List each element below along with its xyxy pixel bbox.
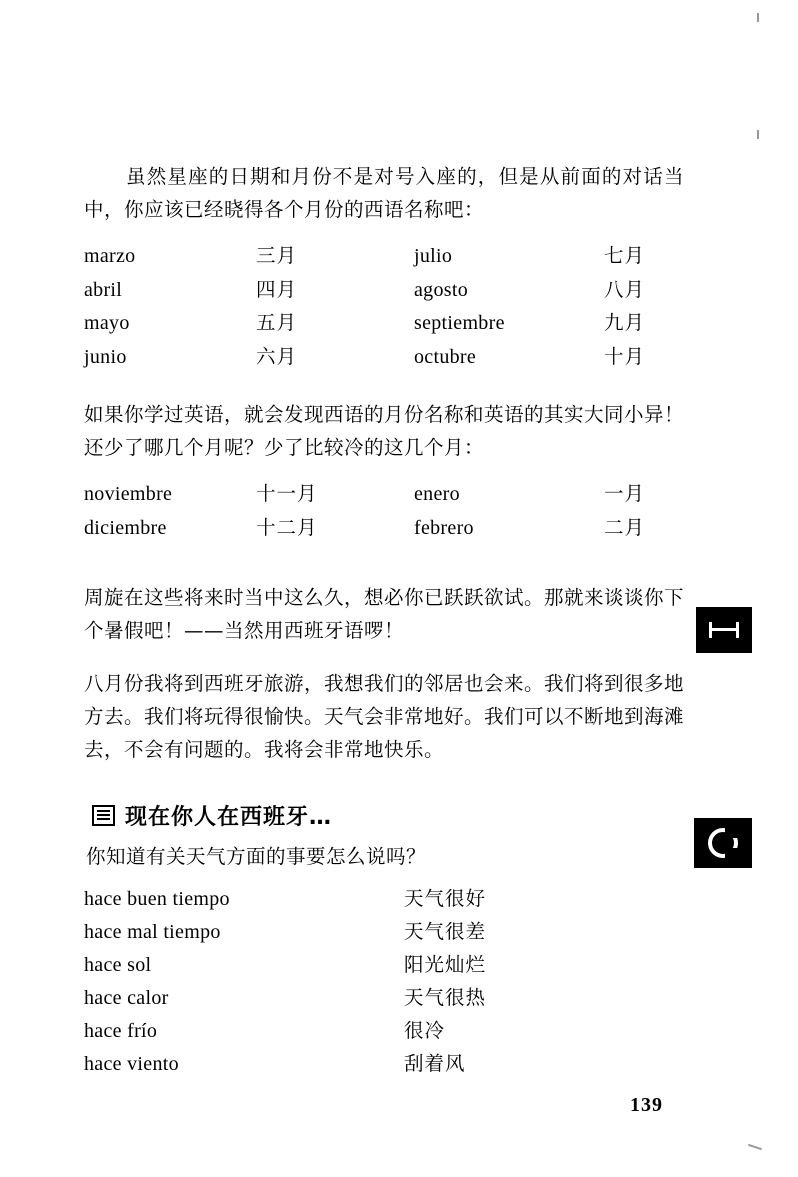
weather-chinese: 天气很热 [404,986,487,1009]
table-row [84,1048,486,1081]
vocab-spanish: diciembre [84,516,167,539]
table-row [84,240,684,274]
crop-mark [757,13,759,22]
vocab-spanish: enero [414,483,460,505]
weather-chinese: 天气很差 [404,920,487,943]
vocab-spanish: octubre [414,345,477,368]
months-table-first [84,240,684,374]
vocab-chinese: 三月 [256,244,298,267]
section-heading [92,800,684,831]
months-table-second [84,478,684,545]
weather-phrases-table [84,883,486,1081]
vocab-spanish: abril [84,278,123,301]
after-months-paragraph: 周旋在这些将来时当中这么久，想必你已跃跃欲试。那就来谈谈你下个暑假吧！——当然用西班牙语啰！ [84,586,685,642]
table-row [84,949,486,982]
vocab-chinese: 五月 [256,311,298,334]
table-row [84,341,684,375]
vocab-chinese: 七月 [604,244,646,267]
disc-icon [694,818,752,868]
table-row [84,478,684,512]
vocab-spanish: marzo [84,245,136,267]
vocab-spanish: julio [414,245,453,267]
weather-chinese: 很冷 [404,1019,446,1042]
weather-spanish: hace calor [84,987,169,1009]
spacer [84,653,684,667]
vocab-chinese: 六月 [256,344,298,368]
vocab-spanish: junio [84,345,127,368]
weather-spanish: hace sol [84,954,152,976]
vocab-chinese: 八月 [604,277,646,301]
vocab-chinese: 四月 [256,277,298,301]
section-subtitle: 你知道有关天气方面的事要怎么说吗？ [86,845,427,868]
weather-spanish: hace frío [84,1020,158,1042]
intro-paragraph: 虽然星座的日期和月份不是对号入座的，但是从前面的对话当中，你应该已经晓得各个月份的西语名称吧： [84,165,684,221]
vocab-spanish: mayo [84,312,130,334]
section-title: 现在你人在西班牙… [125,805,333,830]
book-icon [92,805,115,826]
page-number: 139 [630,1094,663,1116]
table-row [84,1015,486,1048]
vocab-chinese: 十二月 [256,515,318,539]
table-row [84,916,486,949]
table-row [84,512,684,546]
table-row [84,307,684,341]
future-text-paragraph: 八月份我将到西班牙旅游，我想我们的邻居也会来。我们将到很多地方去。我们将玩得很愉快。天气会非常地好。我们可以不断地到海滩去，不会有问题的。我将会非常地快乐。 [84,672,685,761]
spacer [84,384,684,398]
weather-spanish: hace buen tiempo [84,888,230,910]
weather-spanish: hace viento [84,1053,179,1075]
crop-mark [748,1144,762,1150]
spacer [84,555,684,581]
weather-chinese: 天气很好 [404,887,487,910]
vocab-spanish: febrero [414,516,474,539]
page-content [84,160,684,1081]
table-row [84,883,486,916]
table-row [84,982,486,1015]
weather-chinese: 刮着风 [404,1052,466,1075]
vocab-chinese: 二月 [604,515,646,539]
table-row [84,274,684,308]
vocab-chinese: 十月 [604,344,646,368]
cassette-glyph [709,622,739,638]
vocab-spanish: noviembre [84,483,173,505]
vocab-spanish: agosto [414,278,469,301]
vocab-chinese: 一月 [604,482,646,505]
weather-chinese: 阳光灿烂 [404,953,487,976]
middle-paragraph: 如果你学过英语，就会发现西语的月份名称和英语的其实大同小异！还少了哪几个月呢？少了比较冷的这几个月： [84,403,685,459]
cassette-icon [696,607,752,653]
vocab-chinese: 十一月 [256,482,318,505]
weather-spanish: hace mal tiempo [84,921,221,943]
vocab-chinese: 九月 [604,311,646,334]
crop-mark [757,130,759,139]
disc-glyph [708,828,738,858]
vocab-spanish: septiembre [414,312,505,334]
